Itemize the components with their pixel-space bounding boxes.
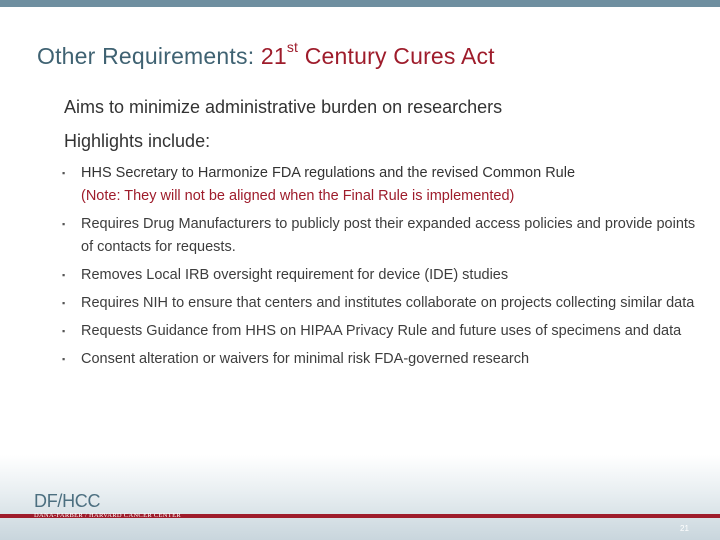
bullet-text: HHS Secretary to Harmonize FDA regulations and the revised Common Rule (81, 165, 576, 181)
bullet-marker: ▪ (62, 354, 66, 364)
slide-title (37, 39, 495, 70)
bullet-marker: ▪ (62, 219, 66, 229)
bullet-marker: ▪ (62, 326, 66, 336)
bullet-text: Requests Guidance from HHS on HIPAA Privacy Rule and future uses of specimens and data (81, 323, 682, 339)
list-item (60, 348, 700, 371)
bullet-text: Requires NIH to ensure that centers and institutes collaborate on projects collecting similar data (81, 295, 695, 311)
list-item (60, 162, 700, 208)
bullet-marker: ▪ (62, 270, 66, 280)
list-item (60, 264, 700, 287)
footer-band (0, 455, 720, 540)
title-suffix: Century Cures Act (298, 43, 495, 69)
dfhcc-logo-subtext: DANA-FARBER / HARVARD CANCER CENTER (34, 512, 181, 519)
title-number: 21 (260, 43, 287, 69)
bullet-marker: ▪ (62, 298, 66, 308)
bullet-text: Removes Local IRB oversight requirement for device (IDE) studies (81, 267, 509, 283)
page-number: 21 (680, 524, 689, 533)
highlights-heading: Highlights include: (64, 131, 211, 151)
bullet-note: (Note: They will not be aligned when the Final Rule is implemented) (81, 188, 515, 204)
dfhcc-logo: DF/HCC (34, 491, 101, 511)
title-prefix: Other Requirements: (37, 43, 261, 69)
list-item (60, 292, 700, 315)
top-accent-bar (0, 0, 720, 7)
aims-line: Aims to minimize administrative burden on researchers (64, 97, 503, 117)
list-item (60, 320, 700, 343)
highlights-list (60, 162, 700, 376)
list-item (60, 213, 700, 259)
bullet-text: Requires Drug Manufacturers to publicly post their expanded access policies and provide points of contacts for requests. (81, 216, 696, 255)
title-superscript: st (286, 39, 299, 55)
bullet-marker: ▪ (62, 168, 66, 178)
bullet-text: Consent alteration or waivers for minimal risk FDA-governed research (81, 351, 530, 367)
